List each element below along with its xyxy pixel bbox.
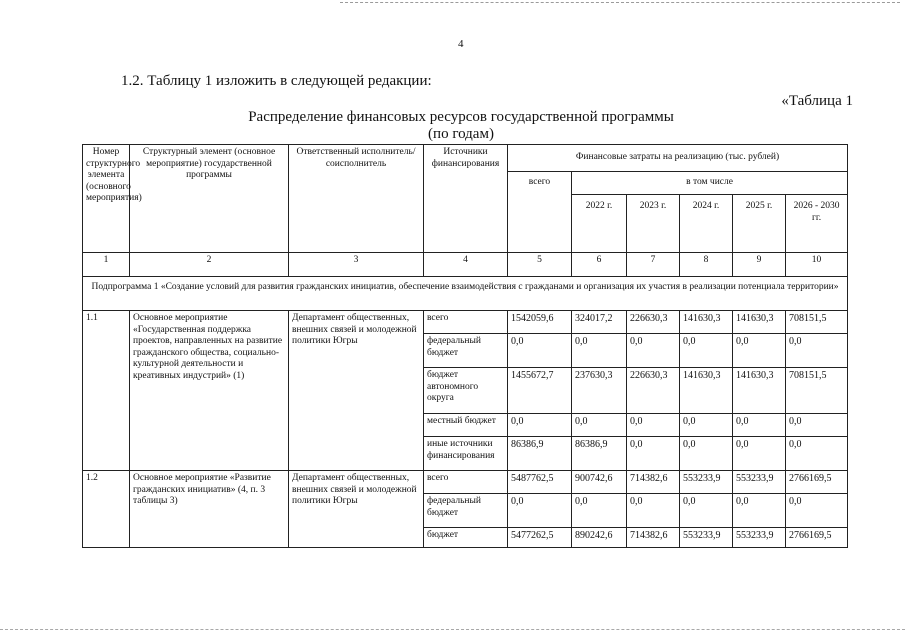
value-2024: 0,0 — [680, 494, 733, 528]
value-2026-2030: 2766169,5 — [786, 471, 848, 494]
value-2025: 0,0 — [733, 414, 786, 437]
column-number: 7 — [627, 253, 680, 277]
value-2023: 226630,3 — [627, 368, 680, 414]
value-2023: 714382,6 — [627, 528, 680, 548]
value-2023: 0,0 — [627, 437, 680, 471]
value-2023: 226630,3 — [627, 311, 680, 334]
value-2024: 553233,9 — [680, 471, 733, 494]
value-2023: 0,0 — [627, 414, 680, 437]
value-2023: 0,0 — [627, 334, 680, 368]
header-year-2022: 2022 г. — [572, 195, 627, 253]
value-total: 1455672,7 — [508, 368, 572, 414]
header-total: всего — [508, 172, 572, 253]
header-row-1 — [83, 145, 848, 172]
value-2025: 0,0 — [733, 494, 786, 528]
activity-number: 1.1 — [83, 311, 130, 471]
value-2025: 0,0 — [733, 334, 786, 368]
value-2024: 141630,3 — [680, 311, 733, 334]
value-total: 0,0 — [508, 414, 572, 437]
header-costs: Финансовые затраты на реализацию (тыс. рублей) — [508, 145, 848, 172]
activity-name: Основное мероприятие «Государственная поддержка проектов, направленных на развитие гражданского общества, социально-культурной деятельности и креативных индустрий» (1) — [130, 311, 289, 471]
column-number: 1 — [83, 253, 130, 277]
column-number: 10 — [786, 253, 848, 277]
value-2022: 890242,6 — [572, 528, 627, 548]
value-2023: 714382,6 — [627, 471, 680, 494]
value-2025: 141630,3 — [733, 311, 786, 334]
scan-edge-top — [340, 2, 900, 3]
value-2022: 86386,9 — [572, 437, 627, 471]
subprogram-row — [83, 277, 848, 311]
value-2026-2030: 0,0 — [786, 414, 848, 437]
header-year-2023: 2023 г. — [627, 195, 680, 253]
table-reference: «Таблица 1 — [781, 93, 853, 109]
value-2024: 0,0 — [680, 437, 733, 471]
scan-edge-bottom — [0, 629, 905, 630]
header-including: в том числе — [572, 172, 848, 195]
column-number: 6 — [572, 253, 627, 277]
header-executor: Ответственный исполнитель/соисполнитель — [289, 145, 424, 253]
value-2026-2030: 2766169,5 — [786, 528, 848, 548]
activity-number: 1.2 — [83, 471, 130, 548]
value-2026-2030: 0,0 — [786, 334, 848, 368]
funding-source: бюджет автономного округа — [424, 368, 508, 414]
value-2026-2030: 0,0 — [786, 494, 848, 528]
header-year-2025: 2025 г. — [733, 195, 786, 253]
financial-resources-table — [82, 144, 848, 548]
value-2022: 0,0 — [572, 414, 627, 437]
value-total: 0,0 — [508, 334, 572, 368]
funding-source: местный бюджет — [424, 414, 508, 437]
header-year-2026-2030: 2026 - 2030 гг. — [786, 195, 848, 253]
value-2022: 324017,2 — [572, 311, 627, 334]
table-row — [83, 471, 848, 494]
column-number: 4 — [424, 253, 508, 277]
value-2025: 553233,9 — [733, 528, 786, 548]
funding-source: федеральный бюджет — [424, 494, 508, 528]
value-2025: 553233,9 — [733, 471, 786, 494]
value-total: 86386,9 — [508, 437, 572, 471]
value-2024: 553233,9 — [680, 528, 733, 548]
value-2025: 141630,3 — [733, 368, 786, 414]
activity-executor: Департамент общественных, внешних связей и молодежной политики Югры — [289, 311, 424, 471]
activity-name: Основное мероприятие «Развитие гражданских инициатив» (4, п. 3 таблицы 3) — [130, 471, 289, 548]
value-2023: 0,0 — [627, 494, 680, 528]
value-2024: 141630,3 — [680, 368, 733, 414]
funding-source: иные источники финансирования — [424, 437, 508, 471]
value-2025: 0,0 — [733, 437, 786, 471]
value-2022: 0,0 — [572, 494, 627, 528]
value-total: 5477262,5 — [508, 528, 572, 548]
table-row — [83, 311, 848, 334]
column-number: 8 — [680, 253, 733, 277]
page-number: 4 — [458, 38, 464, 50]
value-2022: 237630,3 — [572, 368, 627, 414]
amendment-instruction: 1.2. Таблицу 1 изложить в следующей редакции: — [121, 73, 432, 89]
header-source: Источники финансирования — [424, 145, 508, 253]
column-number: 2 — [130, 253, 289, 277]
column-number: 9 — [733, 253, 786, 277]
value-2024: 0,0 — [680, 334, 733, 368]
funding-source: всего — [424, 471, 508, 494]
value-total: 0,0 — [508, 494, 572, 528]
header-num: Номер структурного элемента (основного мероприятия) — [83, 145, 130, 253]
table-title: Распределение финансовых ресурсов государственной программы — [248, 109, 674, 125]
header-year-2024: 2024 г. — [680, 195, 733, 253]
value-2024: 0,0 — [680, 414, 733, 437]
column-number-row — [83, 253, 848, 277]
value-2026-2030: 0,0 — [786, 437, 848, 471]
table-subtitle: (по годам) — [428, 126, 494, 142]
column-number: 5 — [508, 253, 572, 277]
funding-source: всего — [424, 311, 508, 334]
funding-source: федеральный бюджет — [424, 334, 508, 368]
subprogram-title: Подпрограмма 1 «Создание условий для развития гражданских инициатив, обеспечение взаимодействия с гражданами и организация их участия в реализации потенциала территории» — [83, 277, 848, 311]
value-2026-2030: 708151,5 — [786, 311, 848, 334]
value-total: 5487762,5 — [508, 471, 572, 494]
header-element: Структурный элемент (основное мероприятие) государственной программы — [130, 145, 289, 253]
funding-source: бюджет — [424, 528, 508, 548]
value-2026-2030: 708151,5 — [786, 368, 848, 414]
column-number: 3 — [289, 253, 424, 277]
value-total: 1542059,6 — [508, 311, 572, 334]
value-2022: 900742,6 — [572, 471, 627, 494]
value-2022: 0,0 — [572, 334, 627, 368]
activity-executor: Департамент общественных, внешних связей и молодежной политики Югры — [289, 471, 424, 548]
